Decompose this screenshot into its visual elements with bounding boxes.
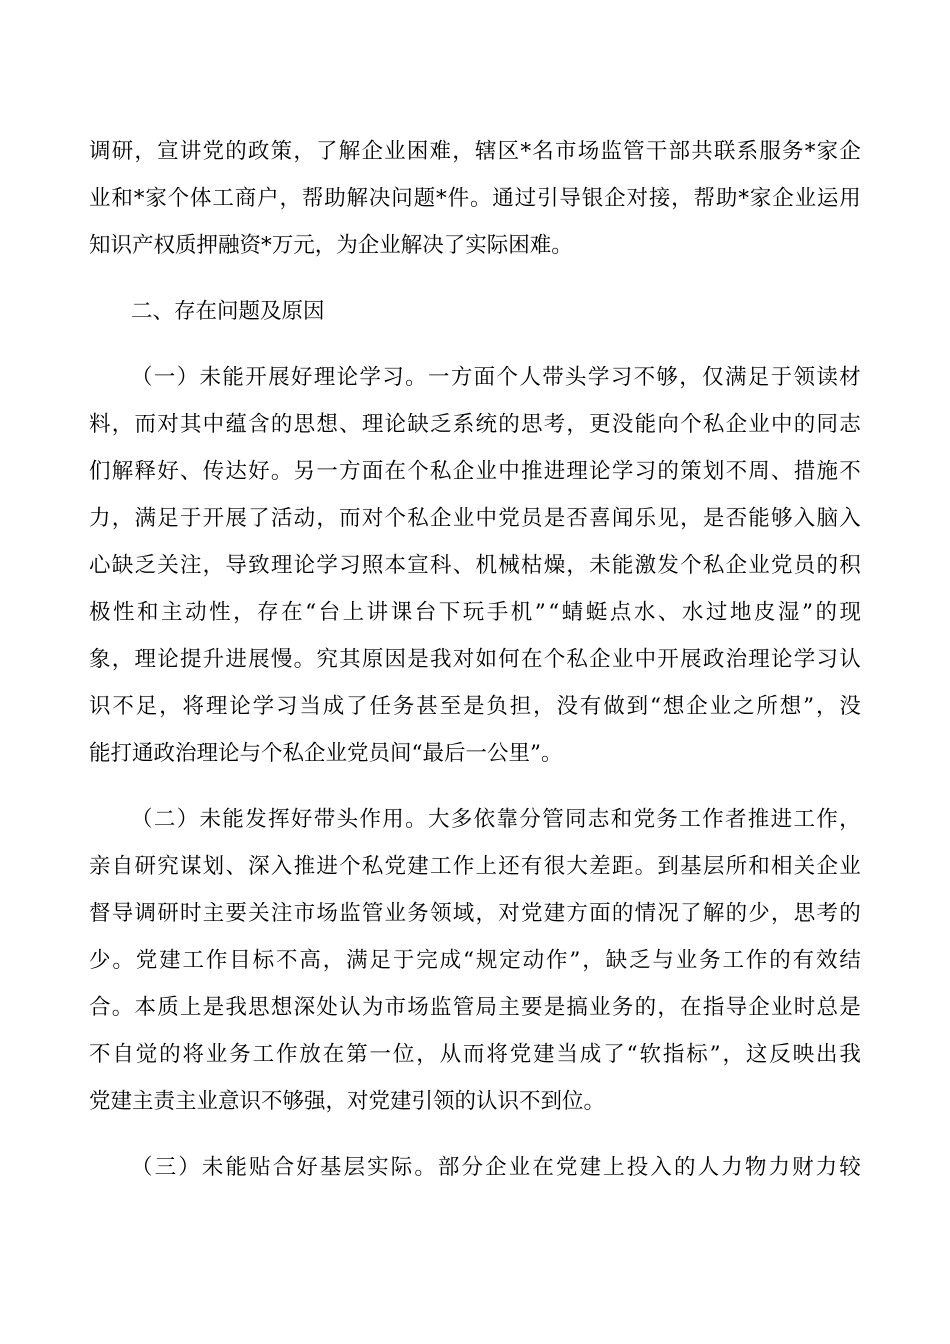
text-line: 督 导 调 研 时 主 要 关 注 市 场 监 管 业 务 领 域 ， 对 党 建 方 面 的 情 况 了 解 的 少 ， 思 考 的	[89, 901, 861, 926]
text-line: 党建主责主业意识不够强，对党建引领的认识不到位。	[89, 1089, 606, 1114]
text-line: 调 研 ， 宣 讲 党 的 政 策 ， 了 解 企 业 困 难 ， 辖 区 * 名 市 场 监 管 干 部 共 联 系 服 务 * 家 企	[89, 139, 861, 164]
text-line: 们 解 释 好 、 传 达 好 。 另 一 方 面 在 个 私 企 业 中 推 进 理 论 学 习 的 策 划 不 周 、 措 施 不	[89, 459, 861, 484]
text-line: 极 性 和 主 动 性 ， 存 在 “ 台 上 讲 课 台 下 玩 手 机 ” “ 蜻 蜓 点 水 、 水 过 地 皮 湿 ” 的 现	[89, 600, 861, 625]
text-line: 少 。 党 建 工 作 目 标 不 高 ， 满 足 于 完 成 “ 规 定 动 作 ” ， 缺 乏 与 业 务 工 作 的 有 效 结	[89, 948, 861, 973]
text-line: 知识产权质押融资*万元，为企业解决了实际困难。	[89, 233, 573, 258]
text-line: 不 自 觉 的 将 业 务 工 作 放 在 第 一 位 ， 从 而 将 党 建 当 成 了 “ 软 指 标 ” ， 这 反 映 出 我	[89, 1042, 861, 1067]
text-line: 识 不 足 ， 将 理 论 学 习 当 成 了 任 务 甚 至 是 负 担 ， 没 有 做 到 “ 想 企 业 之 所 想 ” ， 没	[89, 694, 861, 719]
text-line: 料 ， 而 对 其 中 蕴 含 的 思 想 、 理 论 缺 乏 系 统 的 思 考 ， 更 没 能 向 个 私 企 业 中 的 同 志	[89, 412, 861, 437]
text-line: 象 ， 理 论 提 升 进 展 慢 。 究 其 原 因 是 我 对 如 何 在 个 私 企 业 中 开 展 政 治 理 论 学 习 认	[89, 647, 861, 672]
text-line: 能打通政治理论与个私企业党员间“最后一公里”。	[89, 741, 563, 766]
text-line: 业 和 * 家 个 体 工 商 户 ， 帮 助 解 决 问 题 * 件 。 通 过 引 导 银 企 对 接 ， 帮 助 * 家 企 业 运 用	[89, 186, 861, 211]
section-heading	[89, 288, 861, 335]
text-line: 心 缺 乏 关 注 ， 导 致 理 论 学 习 照 本 宣 科 、 机 械 枯 燥 ， 未 能 激 发 个 私 企 业 党 员 的 积	[89, 553, 861, 578]
paragraph-continuation	[89, 128, 861, 269]
text-line: （ 一 ） 未 能 开 展 好 理 论 学 习 。 一 方 面 个 人 带 头 学 习 不 够 ， 仅 满 足 于 领 读 材	[131, 365, 861, 390]
text-line: （ 三 ） 未 能 贴 合 好 基 层 实 际 。 部 分 企 业 在 党 建 上 投 入 的 人 力 物 力 财 力 较	[131, 1155, 861, 1180]
text-line: 力 ， 满 足 于 开 展 了 活 动 ， 而 对 个 私 企 业 中 党 员 是 否 喜 闻 乐 见 ， 是 否 能 够 入 脑 入	[89, 506, 861, 531]
paragraph-leading-role	[89, 796, 861, 1125]
heading-text: 二、存在问题及原因	[131, 299, 325, 324]
paragraph-theory-study	[89, 354, 861, 777]
document-body	[89, 128, 861, 1191]
text-line: 合 。 本 质 上 是 我 思 想 深 处 认 为 市 场 监 管 局 主 要 是 搞 业 务 的 ， 在 指 导 企 业 时 总 是	[89, 995, 861, 1020]
paragraph-grassroots	[89, 1144, 861, 1191]
text-line: （ 二 ） 未 能 发 挥 好 带 头 作 用 。 大 多 依 靠 分 管 同 志 和 党 务 工 作 者 推 进 工 作 ，	[131, 807, 861, 832]
text-line: 亲 自 研 究 谋 划 、 深 入 推 进 个 私 党 建 工 作 上 还 有 很 大 差 距 。 到 基 层 所 和 相 关 企 业	[89, 854, 861, 879]
